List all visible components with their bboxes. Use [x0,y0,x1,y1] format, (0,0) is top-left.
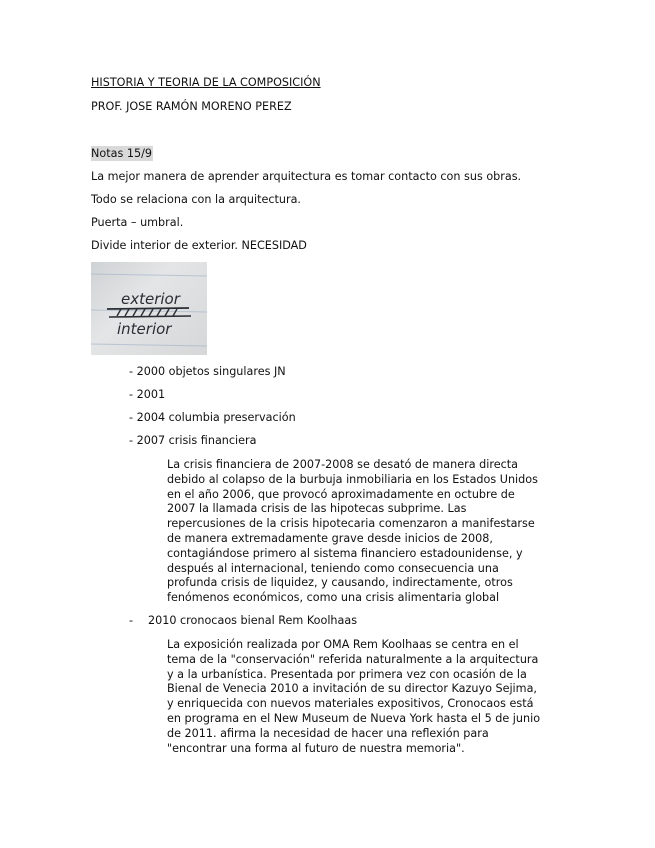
timeline-item: - 2001 [129,388,166,401]
paragraph-line: de 2011. afirma la necesidad de hacer una reflexión para [167,726,489,740]
paragraph-line: tema de la "conservación" referida naturalmente a la arquitectura [167,652,539,666]
crisis-paragraph [167,458,565,606]
paragraph-line: debido al colapso de la burbuja inmobiliaria en los Estados Unidos [167,472,538,486]
note-line: La mejor manera de aprender arquitectura es tomar contacto con sus obras. [91,170,522,183]
paragraph-line: de manera extremadamente grave desde inicios de 2008, [167,531,493,545]
note-line: Todo se relaciona con la arquitectura. [91,193,301,206]
notes-heading-highlight: Notas 15/9 [91,147,152,160]
course-title: HISTORIA Y TEORIA DE LA COMPOSICIÓN [91,76,321,89]
note-line: Puerta – umbral. [91,216,184,229]
paragraph-line: contagiándose primero al sistema financiero estadounidense, y [167,546,523,560]
bienal-item: 2010 cronocaos bienal Rem Koolhaas [148,614,358,627]
paragraph-line: y enriquecida con nuevos materiales expositivos, Cronocaos está [167,697,534,711]
paragraph-line: después al internacional, teniendo como consecuencia una [167,561,499,575]
paragraph-line: La crisis financiera de 2007-2008 se desató de manera directa [167,458,518,471]
bienal-paragraph [167,638,565,756]
paragraph-line: profunda crisis de liquidez, y causando, indirectamente, otros [167,576,513,590]
sketch-drawing [91,262,207,355]
paragraph-line: "encontrar una forma al futuro de nuestra memoria". [167,741,465,755]
paragraph-line: repercusiones de la crisis hipotecaria comenzaron a manifestarse [167,517,535,531]
notes-heading [91,147,153,161]
timeline-item: - 2007 crisis financiera [129,434,257,447]
paragraph-line: en el año 2006, que provocó aproximadamente en octubre de [167,487,515,501]
timeline-item: - 2000 objetos singulares JN [129,365,286,378]
paragraph-line: en programa en el New Museum de Nueva York hasta el 5 de junio [167,711,541,725]
paragraph-line: y a la urbanística. Presentada por primera vez con ocasión de la [167,667,527,681]
paragraph-line: Bienal de Venecia 2010 a invitación de su director Kazuyo Sejima, [167,682,537,696]
threshold-sketch-photo [91,262,207,355]
sketch-bottom-word: interior [117,320,172,338]
sketch-top-word: exterior [121,290,180,308]
paragraph-line: 2007 la llamada crisis de las hipotecas subprime. Las [167,502,467,516]
timeline-item: - 2004 columbia preservación [129,411,296,424]
note-line: Divide interior de exterior. NECESIDAD [91,239,307,252]
professor-name: PROF. JOSE RAMÓN MORENO PEREZ [91,100,292,113]
paragraph-line: fenómenos económicos, como una crisis alimentaria global [167,591,500,605]
paragraph-line: La exposición realizada por OMA Rem Koolhaas se centra en el [167,638,519,651]
bienal-bullet-dash: - [129,614,134,627]
